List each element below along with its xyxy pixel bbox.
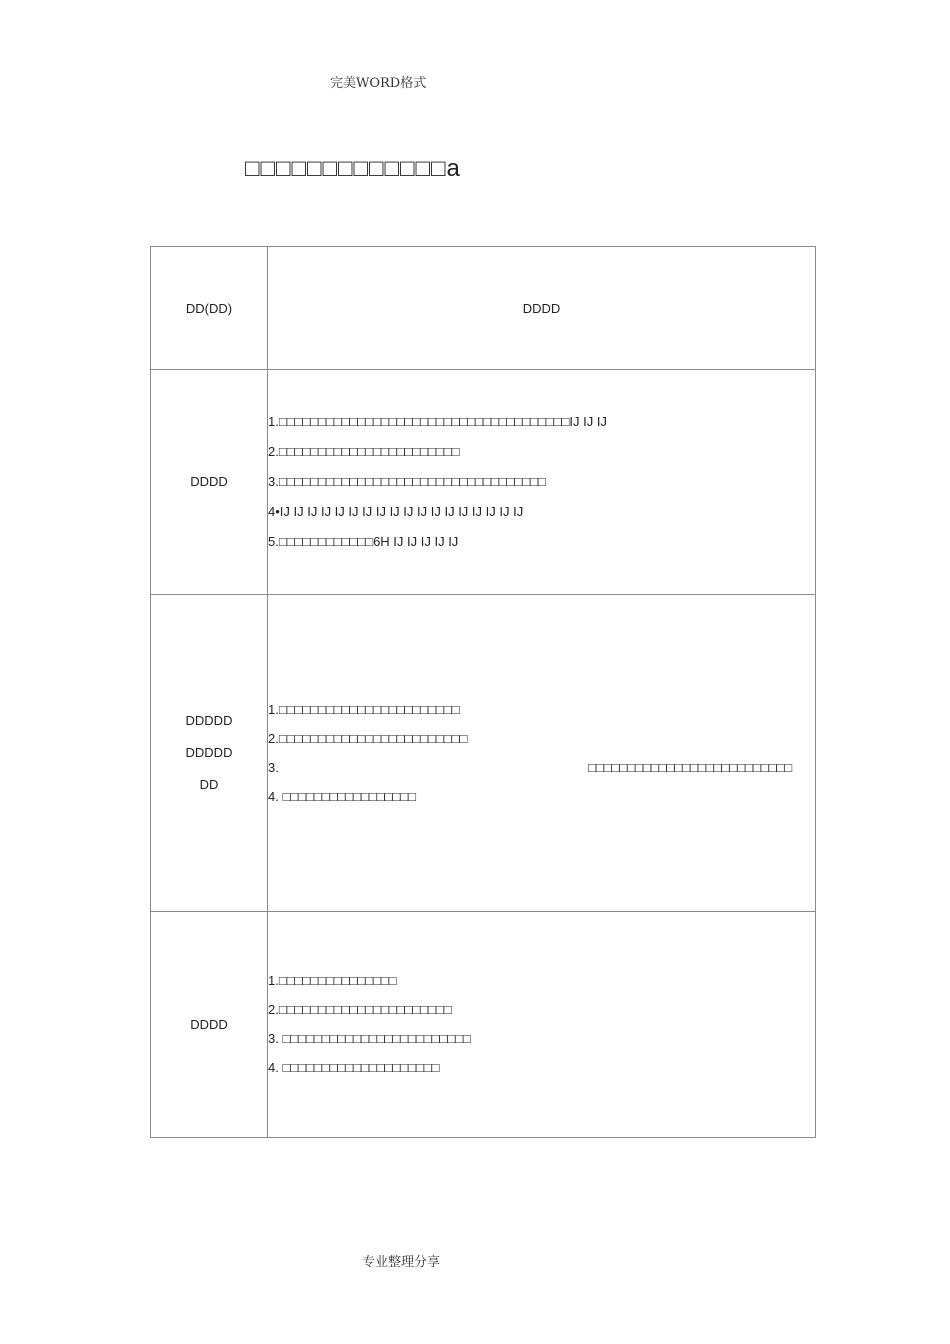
requirements-item-4: 4. □□□□□□□□□□□□□□□□□ xyxy=(268,788,416,804)
performance-item-2: 2.□□□□□□□□□□□□□□□□□□□□□□ xyxy=(268,1002,452,1017)
document-title: □□□□□□□□□□□□□a xyxy=(245,155,461,182)
header-content-cell xyxy=(268,247,816,370)
requirements-item-1: 1.□□□□□□□□□□□□□□□□□□□□□□□ xyxy=(268,701,460,717)
performance-item-1: 1.□□□□□□□□□□□□□□□ xyxy=(268,973,397,988)
duties-item-4: 4•IJ IJ IJ IJ IJ IJ IJ IJ IJ IJ IJ IJ IJ IJ IJ IJ IJ IJ xyxy=(268,504,524,519)
page-footer: 专业整理分享 xyxy=(362,1255,441,1270)
requirements-item-3-number: 3. xyxy=(268,759,279,775)
requirements-item-2: 2.□□□□□□□□□□□□□□□□□□□□□□□□ xyxy=(268,730,468,746)
requirements-item-3 xyxy=(268,759,815,777)
job-description-table xyxy=(150,246,816,1138)
requirements-content-cell xyxy=(268,595,816,912)
requirements-label-line-3: DD xyxy=(199,777,219,792)
duties-item-1: 1.□□□□□□□□□□□□□□□□□□□□□□□□□□□□□□□□□□□□□IJ IJ IJ xyxy=(268,414,607,429)
header-label: DD(DD) xyxy=(185,300,233,316)
requirements-label-line-1: DDDDD xyxy=(185,713,233,728)
performance-item-4: 4. □□□□□□□□□□□□□□□□□□□□ xyxy=(268,1060,440,1075)
requirements-label-cell xyxy=(151,595,268,912)
duties-content-cell xyxy=(268,370,816,595)
header-label-cell xyxy=(151,247,268,370)
duties-item-5: 5.□□□□□□□□□□□□6H IJ IJ IJ IJ IJ xyxy=(268,534,459,549)
performance-label-cell xyxy=(151,912,268,1138)
table-row-duties xyxy=(151,370,816,595)
page-header: 完美WORD格式 xyxy=(330,76,427,91)
duties-item-3: 3.□□□□□□□□□□□□□□□□□□□□□□□□□□□□□□□□□□ xyxy=(268,474,546,489)
performance-label: DDDD xyxy=(190,1016,228,1032)
duties-label: DDDD xyxy=(190,474,228,489)
performance-item-3: 3. □□□□□□□□□□□□□□□□□□□□□□□□ xyxy=(268,1031,471,1046)
table-row-performance xyxy=(151,912,816,1138)
duties-label-cell xyxy=(151,370,268,595)
header-content: DDDD xyxy=(522,300,561,316)
duties-item-2: 2.□□□□□□□□□□□□□□□□□□□□□□□ xyxy=(268,444,460,459)
table-header-row xyxy=(151,247,816,370)
performance-content-cell xyxy=(268,912,816,1138)
table-row-requirements xyxy=(151,595,816,912)
requirements-item-3-text: □□□□□□□□□□□□□□□□□□□□□□□□□□ xyxy=(588,759,793,775)
requirements-label-line-2: DDDDD xyxy=(185,745,233,760)
